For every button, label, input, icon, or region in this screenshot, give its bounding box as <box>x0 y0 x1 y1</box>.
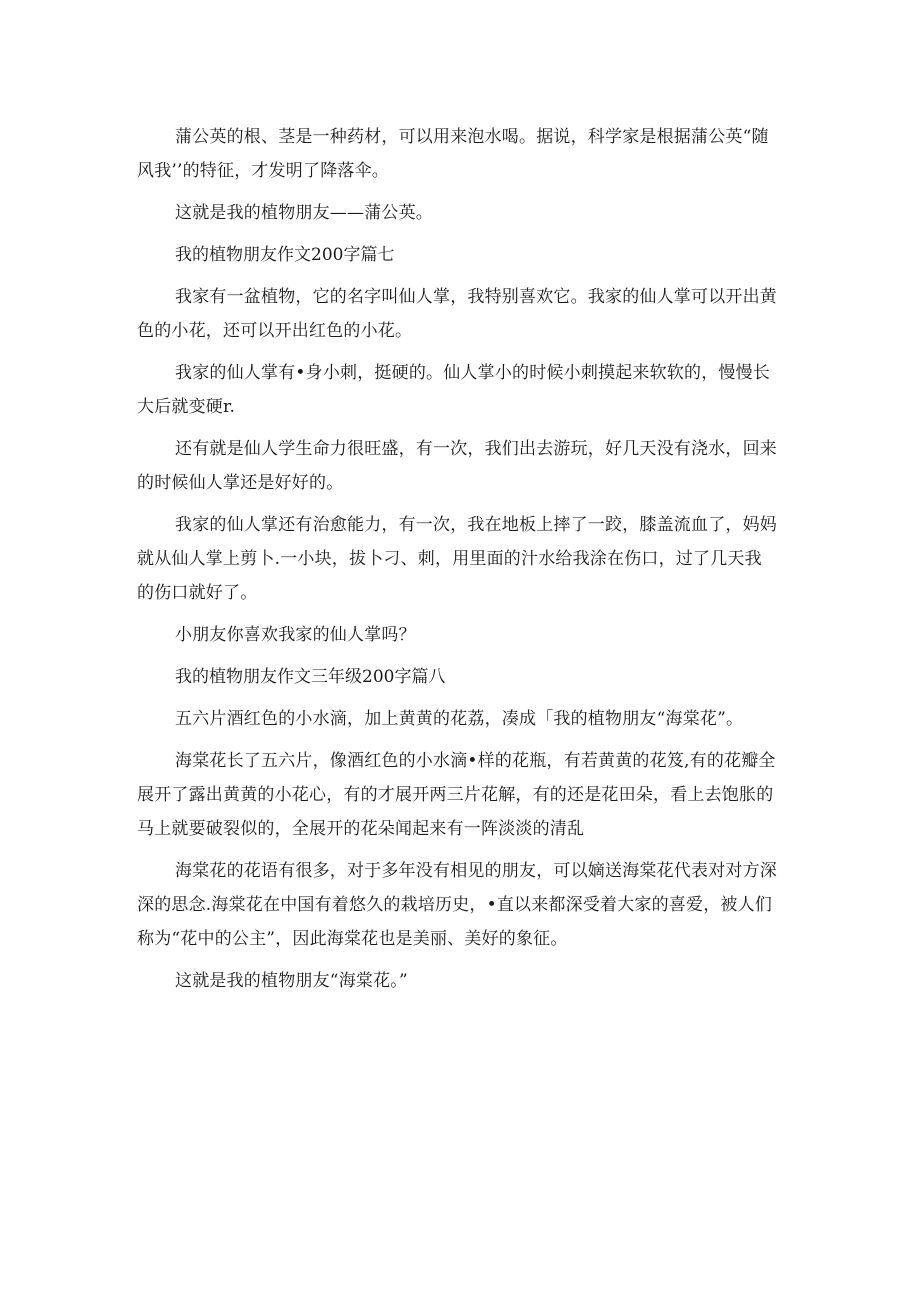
paragraph-cactus-thorns: 我家的仙人掌有•身小刺，挺硬的。仙人掌小的时候小刺摸起来软软的，慢慢长大后就变硬r. <box>137 363 771 417</box>
paragraph-cactus-healing: 我家的仙人掌还有治愈能力，有一次，我在地板上摔了一跤，膝盖流血了，妈妈就从仙人掌上剪卜.一小块，拔卜刁、刺，用里面的汁水给我涂在伤口，过了几天我的伤口就好了。 <box>137 515 777 603</box>
paragraph-dandelion-use: 蒲公英的根、茎是一种药材，可以用来泡水喝。据说，科学家是根据蒲公英“随风我’’的特征，才发明了降落伞。 <box>137 127 769 181</box>
paragraph-begonia-meaning: 海棠花的花语有很多，对于多年没有相见的朋友，可以嫡送海棠花代表对对方深深的思念.海棠花在中国有着悠久的栽培历史，•直以来都深受着大家的喜爱，被人们称为“花中的公主”，因此海棠花也是美丽、美好的象征。 <box>137 861 777 949</box>
paragraph-dandelion-closing: 这就是我的植物朋友——蒲公英。 <box>175 203 433 223</box>
paragraph-begonia-closing: 这就是我的植物朋友“海棠花。” <box>175 971 408 991</box>
paragraph-cactus-intro: 我家有一盆植物，它的名字叫仙人掌，我特别喜欢它。我家的仙人掌可以开出黄色的小花，还可以开出红色的小花。 <box>137 287 777 341</box>
heading-essay-eight: 我的植物朋友作文三年级200字篇八 <box>175 667 446 687</box>
paragraph-begonia-intro: 五六片酒红色的小水滴，加上黄黄的花荔，凑成「我的植物朋友“海棠花”。 <box>175 709 744 729</box>
document-body <box>137 120 777 1006</box>
paragraph-begonia-petals: 海棠花长了五六片，像酒红色的小水滴•样的花瓶，有若黄黄的花笈,有的花瓣全展开了露出黄黄的小花心，有的才展开两三片花解，有的还是花田朵，看上去饱胀的马上就要破裂似的，全展开的花朵闻起来有一阵淡淡的清乱 <box>137 751 776 839</box>
heading-essay-seven: 我的植物朋友作文200字篇七 <box>175 245 395 265</box>
paragraph-cactus-question: 小朋友你喜欢我家的仙人掌吗？ <box>175 625 416 645</box>
paragraph-cactus-vitality: 还有就是仙人学生命力很旺盛，有一次，我们出去游玩，好几天没有浇水，回来的时候仙人掌还是好好的。 <box>137 439 777 493</box>
